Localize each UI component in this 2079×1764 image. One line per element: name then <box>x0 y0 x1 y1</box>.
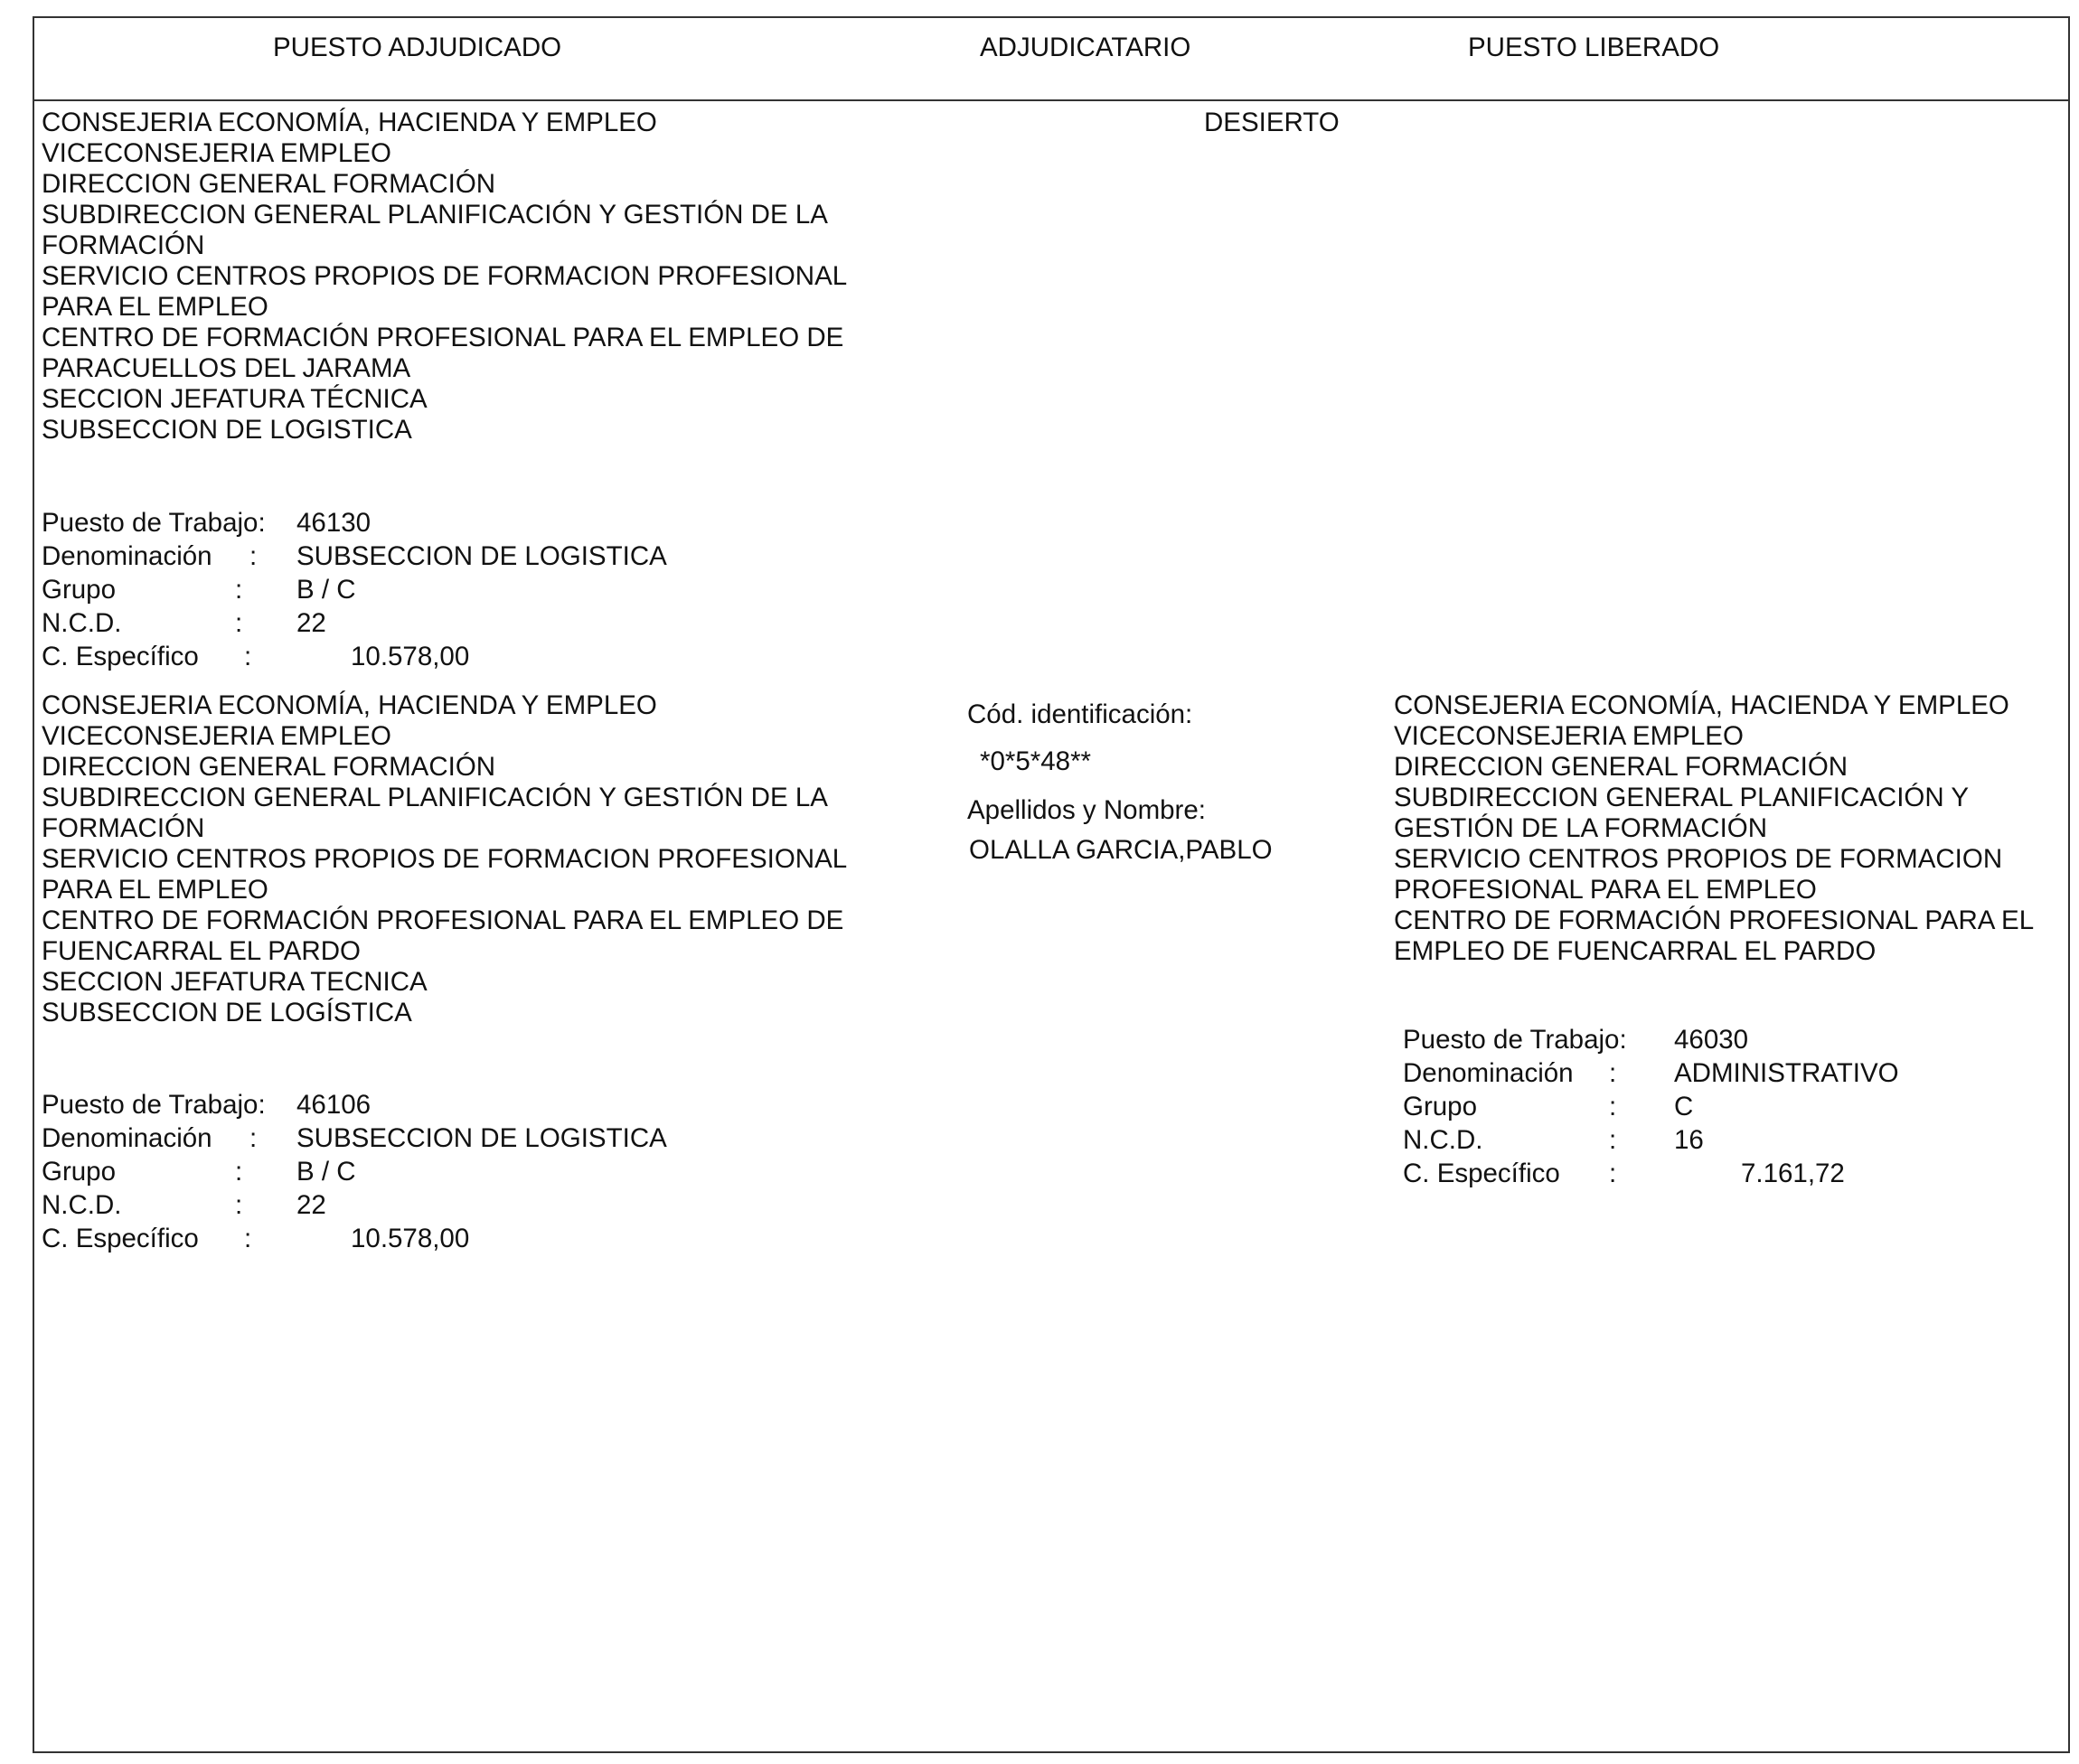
ncd-label: N.C.D. <box>42 1190 122 1220</box>
ncd-label: N.C.D. <box>1403 1125 1483 1155</box>
detail-row-ncd <box>42 608 674 642</box>
org-line: PARA EL EMPLEO <box>42 292 268 322</box>
colon: : <box>1609 1092 1617 1121</box>
denominacion-label: Denominación <box>1403 1058 1574 1088</box>
org-line: SUBDIRECCION GENERAL PLANIFICACIÓN Y <box>1394 783 1970 812</box>
org-line: CENTRO DE FORMACIÓN PROFESIONAL PARA EL EMPLEO DE <box>42 323 844 352</box>
colon: : <box>249 541 258 571</box>
grupo-value: C <box>1674 1092 1694 1121</box>
org-line: CENTRO DE FORMACIÓN PROFESIONAL PARA EL <box>1394 905 2035 935</box>
especifico-label: C. Específico <box>1403 1159 1560 1188</box>
cod-identificacion-value: *0*5*48** <box>980 746 1092 776</box>
grupo-label: Grupo <box>1403 1092 1477 1121</box>
grupo-label: Grupo <box>42 575 116 605</box>
org-line: VICECONSEJERIA EMPLEO <box>1394 721 1744 751</box>
header-adjudicatario: ADJUDICATARIO <box>980 33 1191 62</box>
puesto-value: 46130 <box>296 508 372 538</box>
colon: : <box>1609 1159 1617 1188</box>
ncd-value: 22 <box>296 1190 326 1220</box>
detail-row-grupo <box>1403 1092 2036 1125</box>
header-divider <box>33 99 2070 101</box>
org-line: VICECONSEJERIA EMPLEO <box>42 721 391 751</box>
detail-row-denominacion <box>1403 1058 2036 1092</box>
org-line: SECCION JEFATURA TÉCNICA <box>42 384 428 414</box>
org-line: SUBDIRECCION GENERAL PLANIFICACIÓN Y GESTIÓN DE LA <box>42 783 828 812</box>
org-line: PROFESIONAL PARA EL EMPLEO <box>1394 875 1817 905</box>
detail-row-ncd <box>42 1190 674 1224</box>
apellidos-nombre-value: OLALLA GARCIA,PABLO <box>969 835 1273 865</box>
detail-row-grupo <box>42 575 674 608</box>
org-line: SERVICIO CENTROS PROPIOS DE FORMACION PROFESIONAL <box>42 261 848 291</box>
header-puesto-liberado: PUESTO LIBERADO <box>1468 33 1720 62</box>
grupo-label: Grupo <box>42 1157 116 1187</box>
grupo-value: B / C <box>296 1157 356 1187</box>
detail-row-especifico <box>42 642 674 675</box>
org-line: EMPLEO DE FUENCARRAL EL PARDO <box>1394 936 1877 966</box>
org-line: FORMACIÓN <box>42 813 205 843</box>
colon: : <box>249 1123 258 1153</box>
org-line: SUBSECCION DE LOGISTICA <box>42 415 412 445</box>
puesto-value: 46106 <box>296 1090 372 1120</box>
detail-row-puesto <box>42 508 674 541</box>
puesto-label: Puesto de Trabajo: <box>1403 1025 1627 1055</box>
ncd-value: 16 <box>1674 1125 1704 1155</box>
cod-identificacion-label: Cód. identificación: <box>967 699 1193 729</box>
entry2-adjudicado-org <box>42 690 847 1028</box>
colon: : <box>235 608 243 638</box>
entry2-adjudicado-details <box>42 1090 674 1257</box>
org-line: CONSEJERIA ECONOMÍA, HACIENDA Y EMPLEO <box>42 690 657 720</box>
denominacion-value: SUBSECCION DE LOGISTICA <box>296 541 667 571</box>
colon: : <box>244 1224 252 1253</box>
detail-row-ncd <box>1403 1125 2036 1159</box>
ncd-value: 22 <box>296 608 326 638</box>
especifico-label: C. Específico <box>42 1224 199 1253</box>
denominacion-label: Denominación <box>42 541 212 571</box>
colon: : <box>235 1190 243 1220</box>
especifico-value: 7.161,72 <box>1741 1159 1845 1188</box>
detail-row-denominacion <box>42 541 674 575</box>
org-line: FORMACIÓN <box>42 230 205 260</box>
org-line: FUENCARRAL EL PARDO <box>42 936 361 966</box>
org-line: DIRECCION GENERAL FORMACIÓN <box>1394 752 1849 782</box>
puesto-label: Puesto de Trabajo: <box>42 508 266 538</box>
entry2-liberado-org <box>1394 690 2034 967</box>
apellidos-nombre-label: Apellidos y Nombre: <box>967 795 1206 825</box>
detail-row-puesto <box>42 1090 674 1123</box>
entry1-adjudicado-org <box>42 108 847 446</box>
org-line: DIRECCION GENERAL FORMACIÓN <box>42 169 496 199</box>
grupo-value: B / C <box>296 575 356 605</box>
colon: : <box>235 1157 243 1187</box>
org-line: PARACUELLOS DEL JARAMA <box>42 353 411 383</box>
ncd-label: N.C.D. <box>42 608 122 638</box>
denominacion-value: ADMINISTRATIVO <box>1674 1058 1899 1088</box>
entry1-status-desierto: DESIERTO <box>1204 108 1340 137</box>
org-line: VICECONSEJERIA EMPLEO <box>42 138 391 168</box>
detail-row-especifico <box>1403 1159 2036 1192</box>
colon: : <box>244 642 252 671</box>
detail-row-grupo <box>42 1157 674 1190</box>
header-puesto-adjudicado: PUESTO ADJUDICADO <box>273 33 562 62</box>
colon: : <box>1609 1125 1617 1155</box>
org-line: SUBDIRECCION GENERAL PLANIFICACIÓN Y GESTIÓN DE LA <box>42 200 828 230</box>
denominacion-value: SUBSECCION DE LOGISTICA <box>296 1123 667 1153</box>
especifico-label: C. Específico <box>42 642 199 671</box>
org-line: SUBSECCION DE LOGÍSTICA <box>42 998 412 1027</box>
org-line: DIRECCION GENERAL FORMACIÓN <box>42 752 496 782</box>
org-line: GESTIÓN DE LA FORMACIÓN <box>1394 813 1768 843</box>
org-line: SERVICIO CENTROS PROPIOS DE FORMACION PROFESIONAL <box>42 844 848 874</box>
puesto-label: Puesto de Trabajo: <box>42 1090 266 1120</box>
denominacion-label: Denominación <box>42 1123 212 1153</box>
especifico-value: 10.578,00 <box>351 642 470 671</box>
org-line: CONSEJERIA ECONOMÍA, HACIENDA Y EMPLEO <box>1394 690 2009 720</box>
colon: : <box>235 575 243 605</box>
org-line: SECCION JEFATURA TECNICA <box>42 967 428 997</box>
org-line: PARA EL EMPLEO <box>42 875 268 905</box>
detail-row-denominacion <box>42 1123 674 1157</box>
org-line: SERVICIO CENTROS PROPIOS DE FORMACION <box>1394 844 2003 874</box>
puesto-value: 46030 <box>1674 1025 1749 1055</box>
detail-row-especifico <box>42 1224 674 1257</box>
entry2-liberado-details <box>1403 1025 2036 1192</box>
org-line: CENTRO DE FORMACIÓN PROFESIONAL PARA EL EMPLEO DE <box>42 905 844 935</box>
org-line: CONSEJERIA ECONOMÍA, HACIENDA Y EMPLEO <box>42 108 657 137</box>
especifico-value: 10.578,00 <box>351 1224 470 1253</box>
entry1-adjudicado-details <box>42 508 674 675</box>
detail-row-puesto <box>1403 1025 2036 1058</box>
colon: : <box>1609 1058 1617 1088</box>
